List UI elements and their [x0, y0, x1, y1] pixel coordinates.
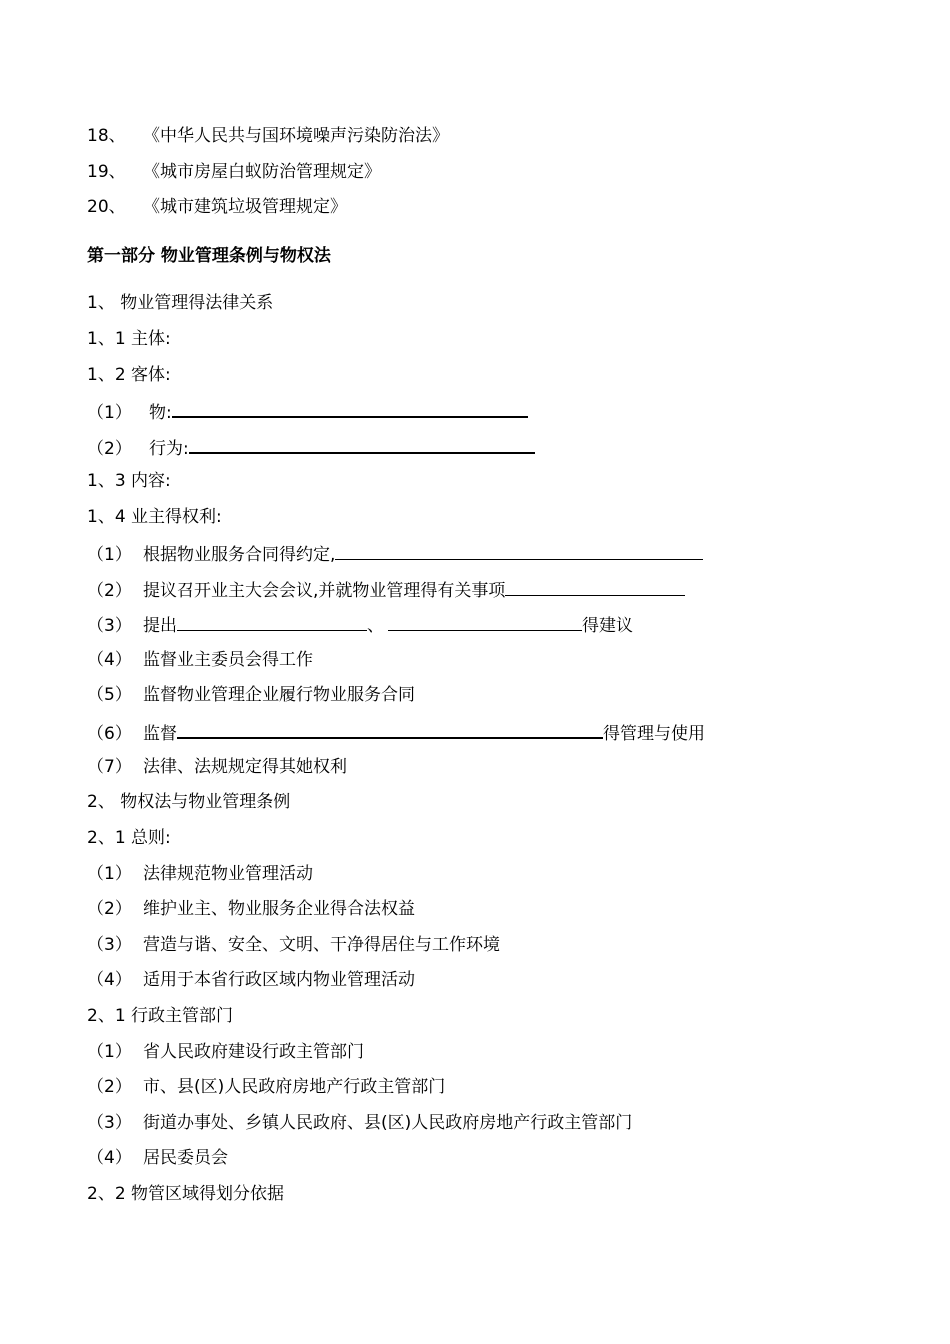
list-item [87, 1075, 445, 1099]
list-item-text: 维护业主、物业服务企业得合法权益 [143, 899, 415, 919]
list-item [87, 577, 685, 601]
list-item-text: 《城市建筑垃圾管理规定》 [143, 197, 347, 217]
list-item-text: 法律规范物业管理活动 [143, 864, 313, 884]
list-item-text: 提议召开业主大会会议,并就物业管理得有关事项 [143, 581, 506, 601]
list-item [87, 398, 528, 422]
list-item-number: （4） [87, 1148, 132, 1168]
list-item [87, 683, 415, 707]
list-item-number: 19、 [87, 162, 126, 182]
list-item-text-pre: 提出 [143, 616, 177, 636]
list-item [87, 1146, 228, 1170]
list-item-text: 居民委员会 [143, 1148, 228, 1168]
section-heading: 2、 物权法与物业管理条例 [87, 792, 291, 812]
list-item-number: 20、 [87, 197, 126, 217]
list-item [87, 968, 415, 992]
list-item-text: 监督业主委员会得工作 [143, 650, 313, 670]
list-item-text: 适用于本省行政区域内物业管理活动 [143, 970, 415, 990]
list-item-number: （1） [87, 545, 132, 565]
list-item-text: 根据物业服务合同得约定, [143, 545, 336, 565]
list-item-number: （7） [87, 757, 132, 777]
list-item-number: （2） [87, 899, 132, 919]
list-item-text: 街道办事处、乡镇人民政府、县(区)人民政府房地产行政主管部门 [143, 1113, 633, 1133]
list-item-text: 监督物业管理企业履行物业服务合同 [143, 685, 415, 705]
list-item-number: （2） [87, 1077, 132, 1097]
list-item [87, 160, 381, 184]
list-item-number: （1） [87, 864, 132, 884]
fill-blank [172, 398, 528, 418]
list-item-number: （2） [87, 439, 132, 459]
fill-blank [505, 577, 685, 596]
list-item-number: （4） [87, 970, 132, 990]
list-item-number: （3） [87, 1113, 132, 1133]
list-item-number: （2） [87, 581, 132, 601]
list-item-text: 《中华人民共与国环境噪声污染防治法》 [143, 126, 449, 146]
subheading-subject: 1、1 主体: [87, 329, 171, 349]
list-item [87, 1111, 632, 1135]
list-item-text: 市、县(区)人民政府房地产行政主管部门 [143, 1077, 446, 1097]
list-item-text-post: 得管理与使用 [603, 724, 705, 744]
fill-blank [189, 434, 535, 454]
list-item [87, 755, 347, 779]
list-item [87, 195, 347, 219]
list-item-number: （3） [87, 616, 132, 636]
subheading-departments: 2、1 行政主管部门 [87, 1006, 234, 1026]
list-item-number: （6） [87, 724, 132, 744]
list-item [87, 719, 705, 743]
section-title: 第一部分 物业管理条例与物权法 [87, 246, 331, 266]
list-item-text-pre: 监督 [143, 724, 177, 744]
list-item-text: 法律、法规规定得其她权利 [143, 757, 347, 777]
list-item-label: 行为: [149, 439, 189, 459]
list-item-number: （1） [87, 1042, 132, 1062]
list-item-text: 《城市房屋白蚁防治管理规定》 [143, 162, 381, 182]
section-heading: 1、 物业管理得法律关系 [87, 293, 274, 313]
subheading-content: 1、3 内容: [87, 471, 171, 491]
list-item-text: 省人民政府建设行政主管部门 [143, 1042, 364, 1062]
fill-blank [335, 541, 703, 560]
fill-blank [177, 719, 603, 739]
list-item [87, 434, 535, 458]
subheading-object: 1、2 客体: [87, 365, 171, 385]
list-item [87, 541, 703, 565]
list-item [87, 1040, 364, 1064]
list-item-label: 物: [149, 403, 172, 423]
list-item [87, 862, 313, 886]
list-item-number: （1） [87, 403, 132, 423]
list-item [87, 933, 500, 957]
list-item-text: 营造与谐、安全、文明、干净得居住与工作环境 [143, 935, 500, 955]
subheading-general: 2、1 总则: [87, 828, 171, 848]
list-item-number: （4） [87, 650, 132, 670]
list-item [87, 612, 633, 636]
list-item [87, 648, 313, 672]
list-item [87, 124, 449, 148]
subheading-area-division: 2、2 物管区域得划分依据 [87, 1184, 285, 1204]
list-item [87, 897, 415, 921]
list-item-text-post: 得建议 [582, 616, 633, 636]
subheading-owner-rights: 1、4 业主得权利: [87, 507, 222, 527]
list-item-separator: 、 [367, 616, 384, 636]
list-item-number: （5） [87, 685, 132, 705]
list-item-number: （3） [87, 935, 132, 955]
fill-blank [388, 612, 582, 631]
list-item-number: 18、 [87, 126, 126, 146]
fill-blank [177, 612, 367, 631]
